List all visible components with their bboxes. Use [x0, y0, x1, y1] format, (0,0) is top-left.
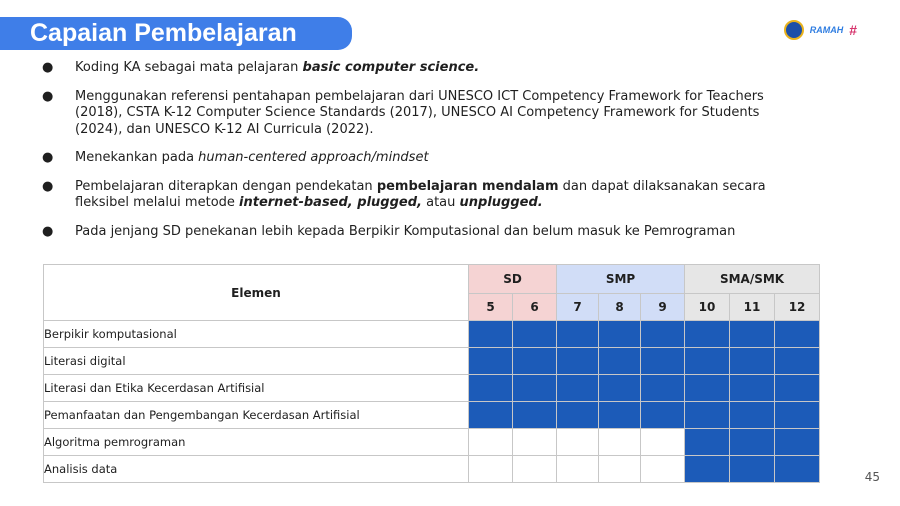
grade-cell-filled: [775, 348, 820, 375]
grade-header: 11: [730, 294, 775, 321]
grade-cell-empty: [641, 429, 685, 456]
grade-cell-empty: [599, 429, 641, 456]
bullet-item: [42, 224, 802, 241]
grade-header: 8: [599, 294, 641, 321]
grade-cell-filled: [641, 348, 685, 375]
grade-cell-empty: [599, 456, 641, 483]
ramah-logo: RAMAH: [809, 25, 844, 35]
grade-cell-filled: [730, 375, 775, 402]
table-row: [44, 429, 820, 456]
bullet-dot-icon: ●: [42, 150, 54, 165]
bullet-text: internet-based, plugged,: [239, 195, 422, 210]
table-row: [44, 321, 820, 348]
bullet-dot-icon: ●: [42, 223, 54, 239]
bullet-text: Koding KA sebagai mata pelajaran: [75, 60, 303, 75]
bullet-item: [42, 150, 802, 167]
grade-cell-filled: [685, 348, 730, 375]
bullet-text: Pembelajaran diterapkan dengan pendekatan: [75, 178, 377, 194]
grade-cell-filled: [730, 348, 775, 375]
element-label: Berpikir komputasional: [44, 321, 469, 348]
bullet-text: basic computer science.: [302, 60, 480, 75]
grade-cell-filled: [599, 321, 641, 348]
table-row: [44, 375, 820, 402]
grade-cell-empty: [513, 456, 557, 483]
group-header-row: [44, 265, 820, 294]
grade-cell-empty: [557, 429, 599, 456]
grade-cell-filled: [685, 375, 730, 402]
grade-cell-filled: [775, 456, 820, 483]
grade-cell-filled: [685, 429, 730, 456]
logo-group: [784, 18, 888, 42]
grade-cell-filled: [685, 456, 730, 483]
grade-header: 9: [641, 294, 685, 321]
grade-cell-filled: [775, 429, 820, 456]
grade-cell-filled: [513, 348, 557, 375]
grade-header: 7: [557, 294, 599, 321]
grade-cell-filled: [513, 402, 557, 429]
bullet-item: [42, 179, 802, 212]
bullet-item: [42, 89, 802, 139]
grade-cell-filled: [730, 402, 775, 429]
ministry-emblem-logo: [784, 20, 804, 40]
grade-cell-filled: [775, 321, 820, 348]
elemen-header: Elemen: [44, 265, 469, 321]
grade-cell-filled: [469, 375, 513, 402]
grade-header: 12: [775, 294, 820, 321]
grade-cell-empty: [641, 456, 685, 483]
grade-cell-filled: [469, 402, 513, 429]
bullet-dot-icon: ●: [42, 60, 54, 75]
bullet-item: [42, 60, 802, 77]
curriculum-table: [43, 264, 820, 483]
grade-cell-empty: [469, 429, 513, 456]
grade-cell-filled: [641, 375, 685, 402]
grade-cell-filled: [730, 429, 775, 456]
title-banner: [0, 17, 352, 50]
grade-cell-filled: [641, 321, 685, 348]
grade-cell-empty: [469, 456, 513, 483]
bullet-text: Menekankan pada: [75, 150, 199, 165]
grade-cell-empty: [557, 456, 599, 483]
bullet-text: human-centered approach/mindset: [198, 150, 429, 165]
grade-cell-filled: [513, 375, 557, 402]
grade-cell-filled: [557, 402, 599, 429]
grade-cell-filled: [685, 402, 730, 429]
campaign-hashtag-logo: #: [849, 22, 857, 38]
grade-cell-filled: [775, 375, 820, 402]
grade-header: 5: [469, 294, 513, 321]
grade-cell-filled: [775, 402, 820, 429]
bullet-text: Menggunakan referensi pentahapan pembelajaran dari UNESCO ICT Competency Framework for Teachers (2018), CSTA K-12 Computer Science Standards (2017), UNESCO AI Competency Framework for Students (2024), dan UNESCO K-12 AI Curricula (2022).: [75, 88, 764, 137]
group-header-smasmk: SMA/SMK: [685, 265, 820, 294]
element-label: Literasi digital: [44, 348, 469, 375]
page-title: Capaian Pembelajaran: [30, 19, 297, 47]
grade-cell-filled: [557, 375, 599, 402]
bullet-text: dan dapat dilaksanakan secara fleksibel melalui metode: [75, 178, 766, 210]
bullet-text: Pada jenjang SD penekanan lebih kepada Berpikir Komputasional dan belum masuk ke Pemrograman: [75, 223, 736, 239]
grade-cell-filled: [599, 402, 641, 429]
element-label: Pemanfaatan dan Pengembangan Kecerdasan Artifisial: [44, 402, 469, 429]
table-row: [44, 402, 820, 429]
grade-cell-filled: [730, 321, 775, 348]
grade-cell-filled: [641, 402, 685, 429]
element-label: Algoritma pemrograman: [44, 429, 469, 456]
grade-cell-filled: [513, 321, 557, 348]
grade-cell-filled: [469, 321, 513, 348]
grade-cell-empty: [513, 429, 557, 456]
bullet-text: atau: [421, 195, 460, 210]
bullet-dot-icon: ●: [42, 178, 54, 194]
grade-cell-filled: [469, 348, 513, 375]
grade-cell-filled: [599, 375, 641, 402]
page-number: 45: [864, 470, 880, 484]
table-row: [44, 348, 820, 375]
group-header-smp: SMP: [557, 265, 685, 294]
bullet-text: unplugged.: [459, 195, 543, 210]
bullet-dot-icon: ●: [42, 88, 54, 104]
table-row: [44, 456, 820, 483]
grade-cell-filled: [599, 348, 641, 375]
group-header-sd: SD: [469, 265, 557, 294]
bullet-text: pembelajaran mendalam: [376, 178, 559, 194]
grade-header: 6: [513, 294, 557, 321]
element-label: Literasi dan Etika Kecerdasan Artifisial: [44, 375, 469, 402]
grade-header: 10: [685, 294, 730, 321]
grade-cell-filled: [730, 456, 775, 483]
grade-cell-filled: [557, 321, 599, 348]
bullet-list: [42, 60, 802, 252]
grade-cell-filled: [685, 321, 730, 348]
grade-cell-filled: [557, 348, 599, 375]
element-label: Analisis data: [44, 456, 469, 483]
